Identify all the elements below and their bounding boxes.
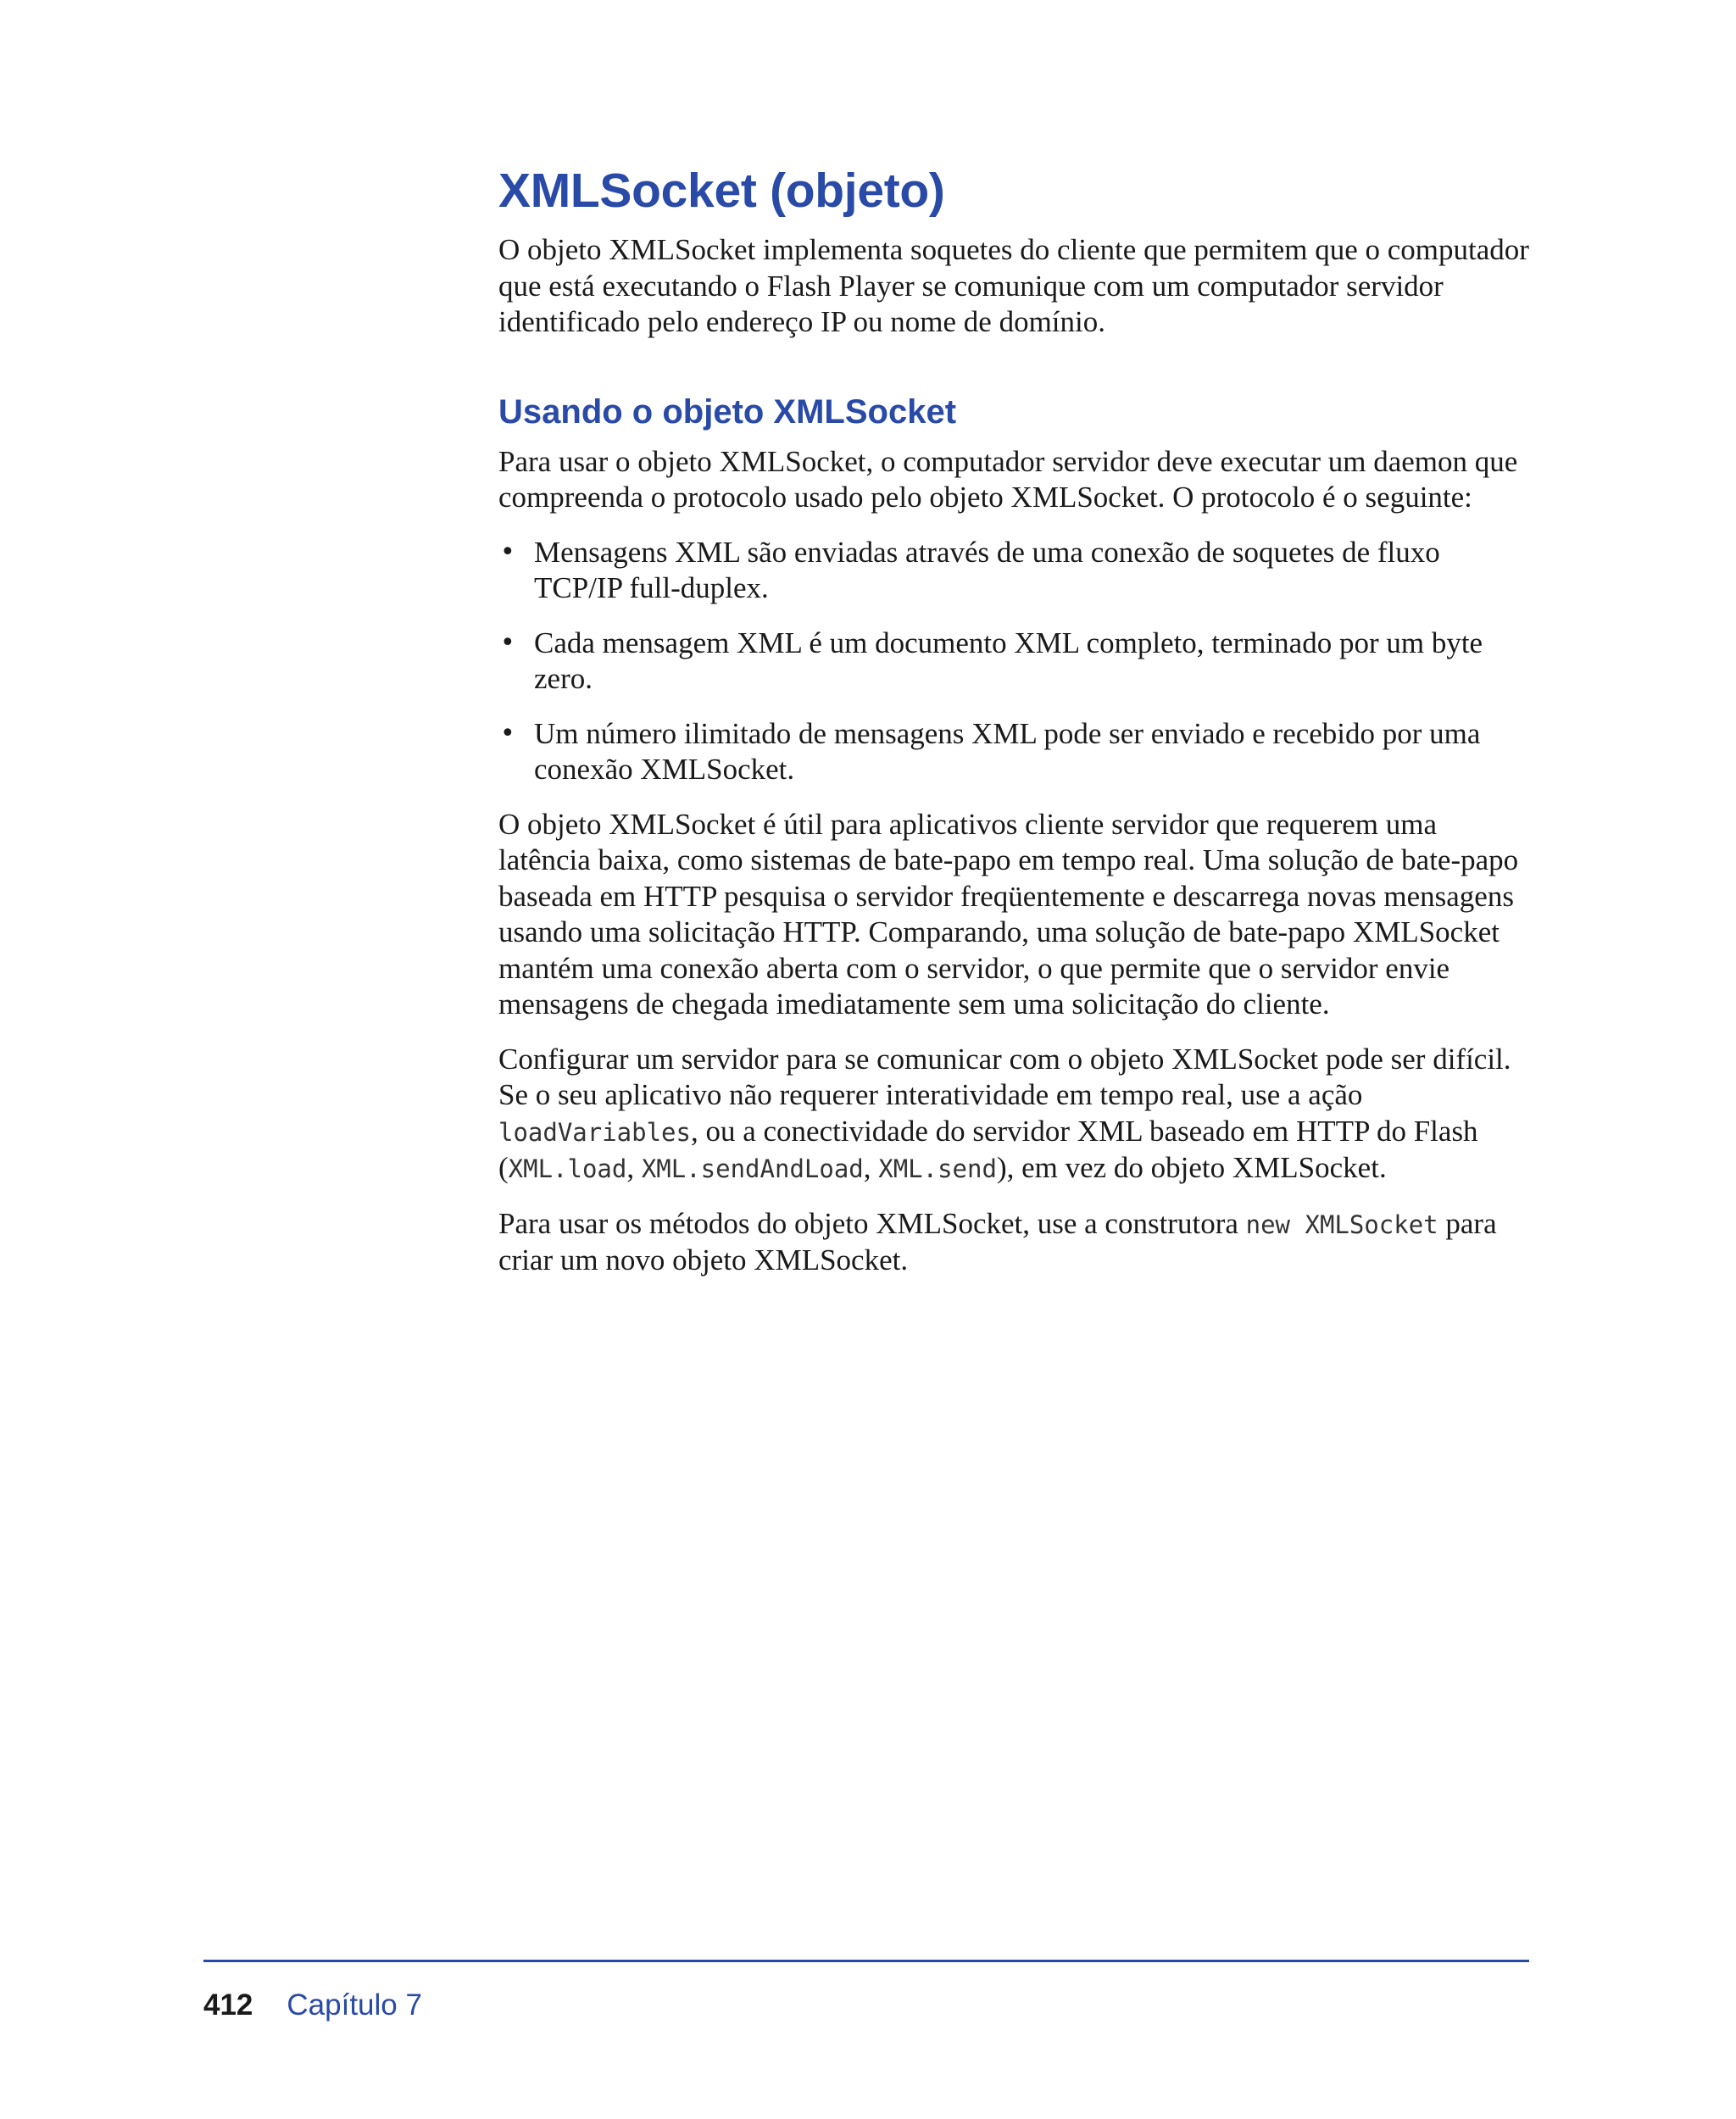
section-paragraph-2: O objeto XMLSocket é útil para aplicativos cliente servidor que requerem uma latência baixa, como sistemas de bate-papo em tempo real. Uma solução de bate-papo baseada em HTTP pesquisa o servidor freqüentemente e descarrega novas mensagens usando uma solicitação HTTP. Comparando, uma solução de bate-papo XMLSocket mantém uma conexão aberta com o servidor, o que permite que o servidor envie mensagens de chegada imediatamente sem uma solicitação do cliente. — [498, 807, 1519, 1021]
section-paragraph-3 — [498, 1042, 1533, 1187]
code-xml-send: XML.send — [878, 1154, 997, 1183]
list-item — [498, 626, 1533, 698]
bullet-icon: • — [500, 627, 515, 658]
list-item — [498, 535, 1533, 607]
list-item-text: Um número ilimitado de mensagens XML pode ser enviado e recebido por uma conexão XMLSocket. — [534, 716, 1481, 786]
section-heading: Usando o objeto XMLSocket — [498, 392, 957, 431]
bullet-icon: • — [500, 718, 515, 748]
code-load-variables: loadVariables — [498, 1117, 691, 1147]
list-item-text: Mensagens XML são enviadas através de uma conexão de soquetes de fluxo TCP/IP full-duplex. — [534, 535, 1440, 604]
paragraph-text: para criar um novo objeto XMLSocket. — [498, 1206, 1497, 1276]
paragraph-text: , — [626, 1151, 642, 1184]
page-content — [498, 161, 1533, 1298]
paragraph-text: , — [863, 1151, 879, 1184]
page-title: XMLSocket (objeto) — [498, 164, 945, 218]
page-number: 412 — [203, 1988, 253, 2022]
page-footer — [203, 1988, 422, 2022]
footer-divider — [203, 1960, 1529, 1962]
chapter-label: Capítulo 7 — [287, 1988, 422, 2022]
list-item-text: Cada mensagem XML é um documento XML completo, terminado por um byte zero. — [534, 626, 1483, 695]
paragraph-text: Para usar os métodos do objeto XMLSocket, use a construtora — [498, 1206, 1246, 1240]
code-new-xmlsocket: new XMLSocket — [1245, 1210, 1438, 1239]
intro-paragraph: O objeto XMLSocket implementa soquetes do cliente que permitem que o computador que está executando o Flash Player se comunique com um computador servidor identificado pelo endereço IP ou nome de domínio. — [498, 233, 1529, 338]
section-paragraph-1: Para usar o objeto XMLSocket, o computador servidor deve executar um daemon que compreenda o protocolo usado pelo objeto XMLSocket. O protocolo é o seguinte: — [498, 444, 1518, 514]
paragraph-text: ), em vez do objeto XMLSocket. — [996, 1151, 1387, 1184]
section-paragraph-4 — [498, 1206, 1533, 1279]
paragraph-text: , ou a conectividade do servidor XML baseado em HTTP do Flash ( — [498, 1114, 1478, 1184]
paragraph-text: Configurar um servidor para se comunicar com o objeto XMLSocket pode ser difícil. Se o seu aplicativo não requerer interatividade em tempo real, use a ação — [498, 1042, 1511, 1111]
bullet-icon: • — [500, 537, 515, 567]
list-item — [498, 716, 1533, 788]
code-xml-load: XML.load — [508, 1154, 627, 1183]
bullet-list — [498, 535, 1533, 788]
code-xml-send-and-load: XML.sendAndLoad — [641, 1154, 864, 1183]
